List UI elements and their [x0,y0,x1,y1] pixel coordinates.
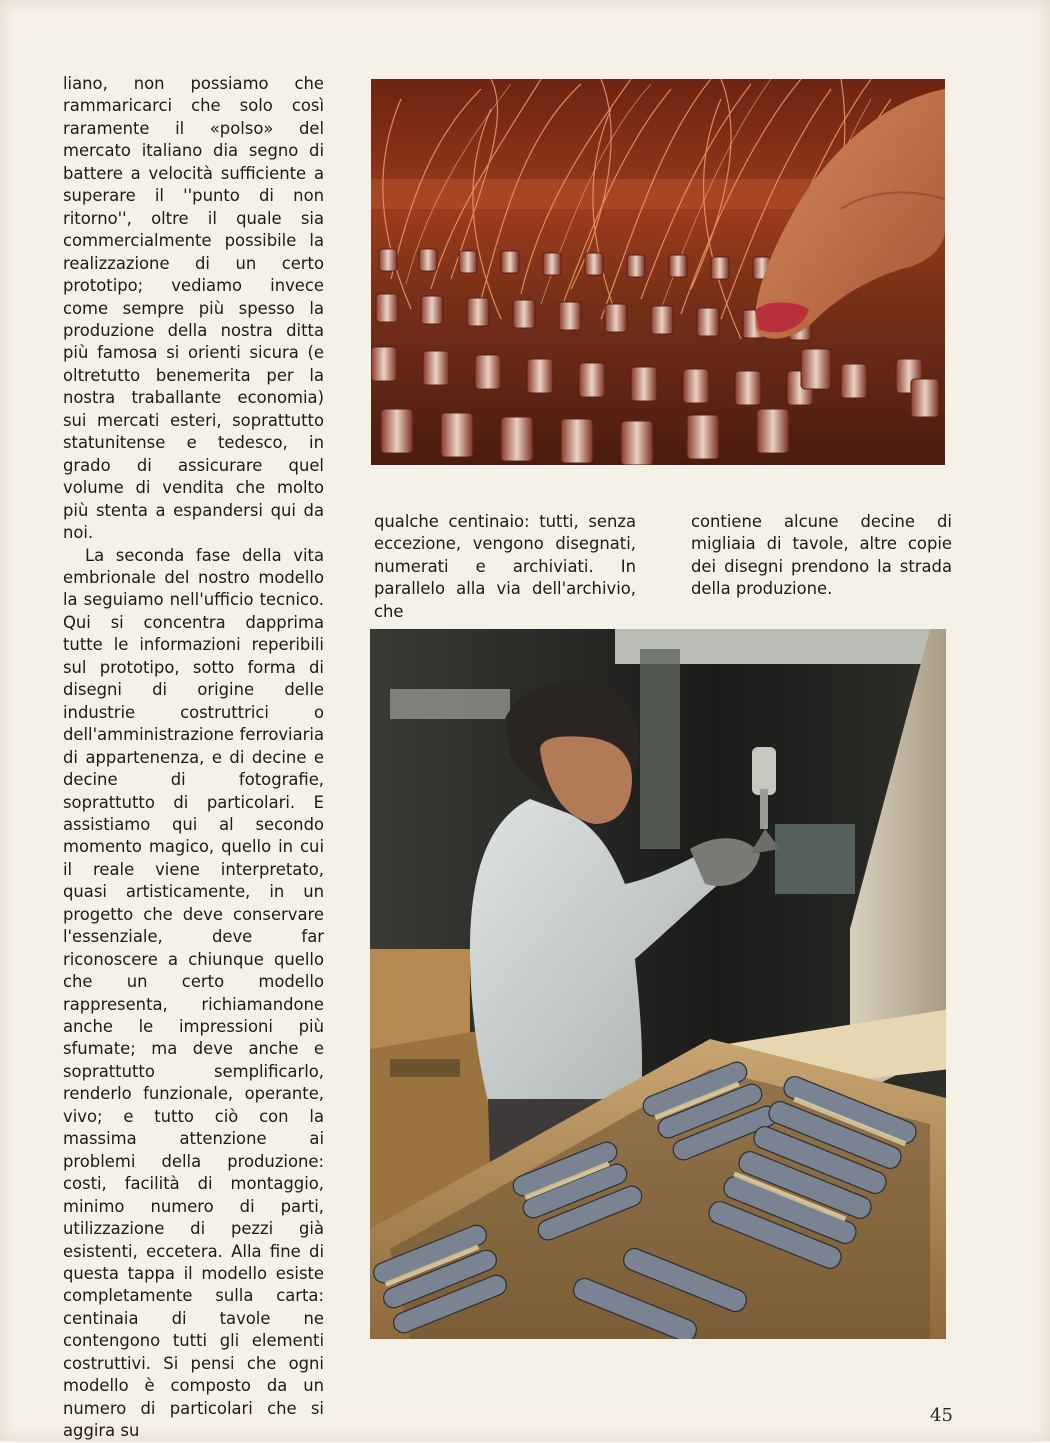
paragraph-2: La seconda fase della vita embrionale del nostro modello la seguiamo nell'ufficio tecnico. Qui si concentra dapprima tutte le informazioni reperibili sul prototipo, sotto forma di disegni di origine delle industrie costruttrici o dell'amministrazione ferroviaria di appartenenza, e di decine e decine di fotografie, soprattutto di particolari. E assistiamo qui al secondo momento magico, quello in cui il reale viene interpretato, quasi artisticamente, in un progetto che deve conservare l'essenziale, deve far riconoscere a chiunque quello che un certo modello rappresenta, richiamandone anche le impressioni più sfumate; ma deve anche e soprattutto semplificarlo, renderlo funzionale, operante, vivo; e tutto ciò con la massima attenzione ai problemi della produzione: costi, facilità di montaggio, minimo numero di parti, utilizzazione di pezzi già esistenti, eccetera. Alla fine di questa tappa il modello esiste completamente sulla carta: centinaia di tavole ne contengono tutti gli elementi costruttivi. Si pensi che ogni modello è composto da un numero di particolari che si aggira su [63,545,324,1441]
photo-spray-painting-workshop [370,629,946,1339]
text-column-right [691,511,952,601]
paragraph-1: liano, non possiamo che rammaricarci che solo così raramente il «polso» del mercato italiano dia segno di battere a velocità sufficiente a superare il ''punto di non ritorno'', oltre il quale sia commercialmente possibile la realizzazione di un certo prototipo; vediamo invece come sempre più spesso la produzione della nostra ditta più famosa si orienti sicura (e oltretutto benemerita per la nostra traballante economia) sui mercati esteri, soprattutto statunitense e tedesco, in grado di assicurare quel volume di vendita che molto più stenta a espandersi qui da noi. [63,74,324,543]
photo-coils-assembly [371,79,945,465]
paragraph-middle: qualche centinaio: tutti, senza eccezione, vengono disegnati, numerati e archiviati. In parallelo alla via dell'archivio, che [374,512,636,621]
text-column-left [63,73,324,1443]
page-number: 45 [930,1405,953,1426]
paragraph-right: contiene alcune decine di migliaia di tavole, altre copie dei disegni prendono la strada della produzione. [691,512,952,599]
coils-illustration [371,79,945,465]
text-column-middle [374,511,636,623]
workshop-illustration [370,629,946,1339]
